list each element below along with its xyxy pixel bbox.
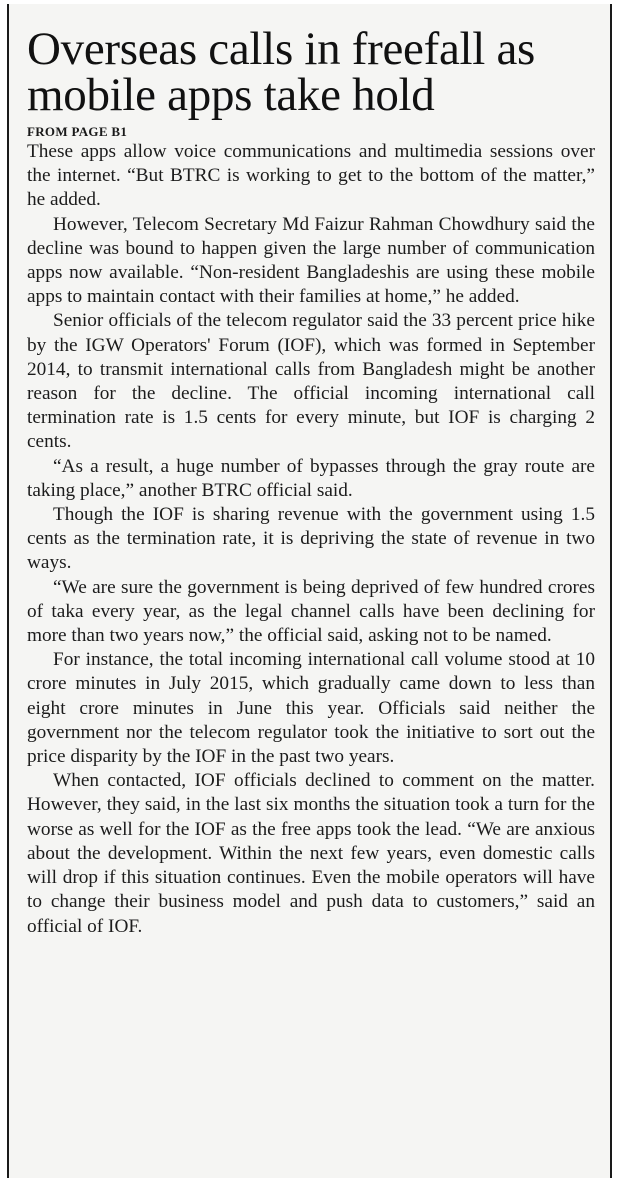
paragraph-5: Though the IOF is sharing revenue with the government using 1.5 cents as the termination rate, it is depriving the state of revenue in two ways. [27, 504, 595, 574]
article [27, 23, 595, 939]
newspaper-clipping [7, 4, 612, 1178]
paragraph-6: “We are sure the government is being deprived of few hundred crores of taka every year, as the legal channel calls have been declining for more than two years now,” the official said, asking not to be named. [27, 576, 595, 647]
continuation-label: FROM PAGE B1 [27, 124, 128, 139]
paragraph-7: For instance, the total incoming international call volume stood at 10 crore minutes in July 2015, which gradually came down to less than eight crore minutes in June this year. Officials said neither the government nor the telecom regulator took the initiative to sort out the price disparity by the IOF in the past two years. [27, 649, 595, 768]
headline: Overseas calls in freefall as mobile apps take hold [27, 23, 536, 121]
paragraph-4: “As a result, a huge number of bypasses through the gray route are taking place,” another BTRC official said. [27, 455, 595, 501]
paragraph-1: These apps allow voice communications and multimedia sessions over the internet. “But BTRC is working to get to the bottom of the matter,” he added. [27, 141, 595, 211]
paragraph-2: However, Telecom Secretary Md Faizur Rahman Chowdhury said the decline was bound to happen given the large number of communication apps now available. “Non-resident Bangladeshis are using these mobile apps to maintain contact with their families at home,” he added. [27, 213, 595, 308]
paragraph-3: Senior officials of the telecom regulator said the 33 percent price hike by the IGW Operators' Forum (IOF), which was formed in September 2014, to transmit international calls from Bangladesh might be another reason for the decline. The official incoming international call termination rate is 1.5 cents for every minute, but IOF is charging 2 cents. [27, 310, 595, 453]
article-body [27, 140, 595, 939]
paragraph-8: When contacted, IOF officials declined to comment on the matter. However, they said, in the last six months the situation took a turn for the worse as well for the IOF as the free apps took the lead. “We are anxious about the development. Within the next few years, even domestic calls will drop if this situation continues. Even the mobile operators will have to change their business model and push data to customers,” said an official of IOF. [27, 770, 595, 937]
